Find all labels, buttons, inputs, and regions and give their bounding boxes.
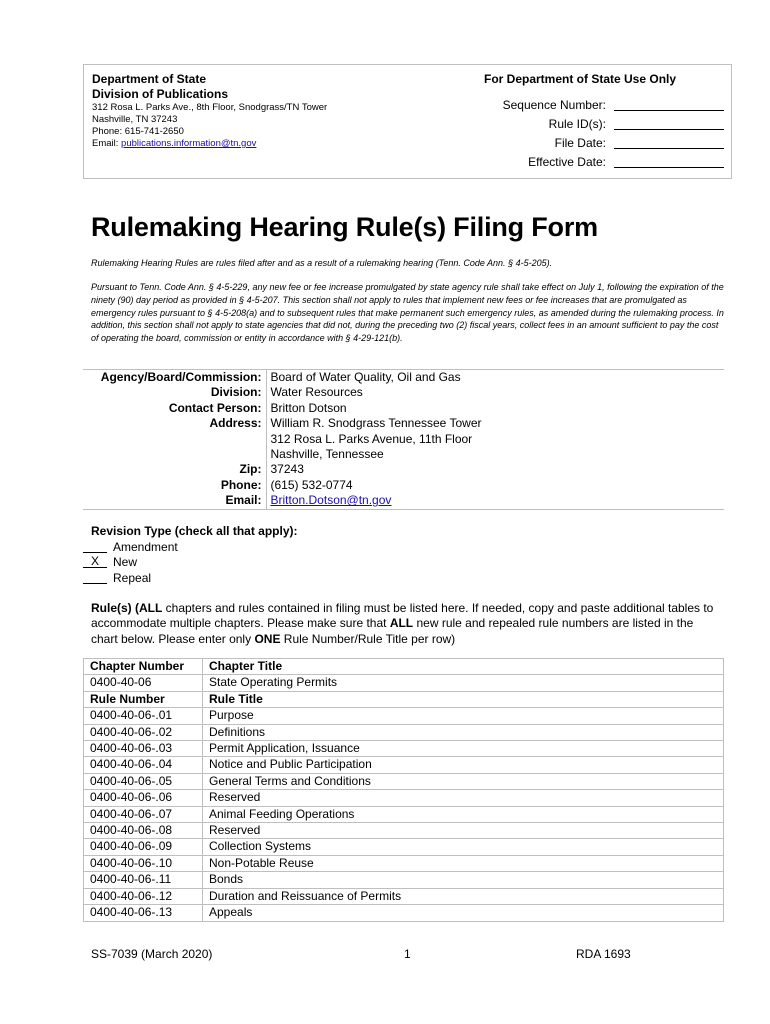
rule-number[interactable]: 0400-40-06-.09	[84, 839, 203, 855]
rule-title-header: Rule Title	[203, 691, 724, 707]
table-row	[84, 724, 724, 740]
division-name: Division of Publications	[92, 87, 229, 101]
revision-type-options	[83, 540, 178, 586]
rule-number[interactable]: 0400-40-06-.04	[84, 757, 203, 773]
rule-title[interactable]: General Terms and Conditions	[203, 773, 724, 789]
department-address-block	[92, 72, 392, 150]
state-use-only-title: For Department of State Use Only	[484, 72, 677, 86]
rule-number-header: Rule Number	[84, 691, 203, 707]
rule-number[interactable]: 0400-40-06-.06	[84, 790, 203, 806]
contact-row	[83, 401, 724, 416]
rule-title[interactable]: Definitions	[203, 724, 724, 740]
revision-type-heading	[91, 524, 298, 539]
address-value-line-3: Nashville, Tennessee	[270, 447, 384, 462]
page-title: Rulemaking Hearing Rule(s) Filing Form	[91, 212, 598, 242]
address-value-line-2: 312 Rosa L. Parks Avenue, 11th Floor	[270, 431, 473, 446]
contact-value[interactable]: Britton Dotson	[270, 400, 347, 415]
zip-row	[83, 462, 724, 477]
rule-title[interactable]: Duration and Reissuance of Permits	[203, 888, 724, 904]
contact-email-link[interactable]: Britton.Dotson@tn.gov	[270, 493, 392, 508]
rules-instructions	[91, 601, 721, 647]
address-line-2: Nashville, TN 37243	[92, 114, 178, 125]
intro-paragraph-2: Pursuant to Tenn. Code Ann. § 4-5-229, any new fee or fee increase promulgated by state agency rule shall take effect on July 1, following the expiration of the ninety (90) day period as provided in § 4-5-207. This section shall not apply to rules that implement new fees or fee increases that are promulgated as emergency rules pursuant to § 4-5-208(a) and to subsequent rules that make permanent such emergency rules, as amended during the rulemaking process. In addition, this section shall not apply to state agencies that did not, during the preceding two (2) fiscal years, collect fees in an amount sufficient to pay the cost of operating the board, commission or entity in accordance with § 4-29-121(b).	[91, 282, 724, 344]
table-row	[84, 823, 724, 839]
revision-option-repeal[interactable]	[83, 571, 178, 586]
effective-date-row	[484, 155, 724, 174]
file-date-label: File Date:	[554, 136, 606, 150]
publications-email-link[interactable]: publications.information@tn.gov	[121, 138, 257, 149]
rule-title[interactable]: Notice and Public Participation	[203, 757, 724, 773]
email-label: Email:	[92, 138, 122, 149]
footer-form-number: SS-7039 (March 2020)	[91, 947, 213, 961]
table-row	[84, 806, 724, 822]
rule-number[interactable]: 0400-40-06-.03	[84, 741, 203, 757]
rule-title[interactable]: Permit Application, Issuance	[203, 741, 724, 757]
footer-page-number: 1	[404, 947, 411, 961]
rule-header-row	[84, 691, 724, 707]
sequence-number-field[interactable]	[614, 110, 724, 111]
rule-title[interactable]: Collection Systems	[203, 839, 724, 855]
table-row	[84, 905, 724, 921]
agency-row	[83, 370, 724, 386]
amendment-label: Amendment	[113, 540, 178, 554]
rule-title[interactable]: Purpose	[203, 708, 724, 724]
chapter-row	[84, 675, 724, 691]
rules-note-bold-one: ONE	[254, 631, 281, 646]
phone-value[interactable]: (615) 532-0774	[270, 477, 353, 492]
revision-option-new[interactable]	[83, 555, 178, 570]
rule-ids-row	[484, 117, 724, 136]
address-row	[83, 416, 724, 462]
phone-row	[83, 478, 724, 493]
rules-note-part-2: chapters and rules contained in filing must be listed here. If needed, copy and paste additional tables to accommodate multiple chapters. Please make sure that	[91, 601, 714, 631]
rule-number[interactable]: 0400-40-06-.11	[84, 872, 203, 888]
rule-ids-label: Rule ID(s):	[548, 117, 606, 131]
address-label: Address:	[83, 416, 266, 462]
agency-value[interactable]: Board of Water Quality, Oil and Gas	[266, 370, 724, 386]
chapter-header-row	[84, 659, 724, 675]
sequence-number-row	[484, 98, 724, 117]
repeal-label: Repeal	[113, 570, 152, 585]
rule-number[interactable]: 0400-40-06-.13	[84, 905, 203, 921]
rule-title[interactable]: Animal Feeding Operations	[203, 806, 724, 822]
table-row	[84, 888, 724, 904]
state-use-only-block	[484, 72, 724, 174]
effective-date-field[interactable]	[614, 167, 724, 168]
amendment-checkbox[interactable]	[83, 540, 107, 553]
zip-label: Zip:	[83, 462, 266, 477]
email-line	[92, 138, 392, 150]
table-row	[84, 872, 724, 888]
chapter-title[interactable]: State Operating Permits	[203, 675, 724, 691]
rules-note-bold-all-2: ALL	[389, 616, 414, 631]
rule-number[interactable]: 0400-40-06-.07	[84, 806, 203, 822]
sequence-number-label: Sequence Number:	[502, 98, 606, 112]
revision-option-amendment[interactable]	[83, 540, 178, 555]
effective-date-label: Effective Date:	[528, 155, 606, 169]
rule-title[interactable]: Appeals	[203, 905, 724, 921]
header-box	[83, 64, 732, 179]
intro-paragraph-1: Rulemaking Hearing Rules are rules filed after and as a result of a rulemaking hearing (Tenn. Code Ann. § 4-5-205).	[91, 258, 553, 268]
revision-type-heading-text: Revision Type (check all that apply):	[91, 524, 298, 538]
table-row	[84, 855, 724, 871]
new-checkbox[interactable]: X	[83, 555, 107, 568]
new-label: New	[113, 555, 138, 570]
table-row	[84, 741, 724, 757]
file-date-field[interactable]	[614, 148, 724, 149]
zip-value[interactable]: 37243	[270, 462, 304, 477]
division-value[interactable]: Water Resources	[270, 385, 363, 400]
rule-title[interactable]: Reserved	[203, 790, 724, 806]
rule-number[interactable]: 0400-40-06-.10	[84, 855, 203, 871]
table-row	[84, 839, 724, 855]
rule-number[interactable]: 0400-40-06-.02	[84, 724, 203, 740]
phone-label: Phone:	[83, 478, 266, 493]
rule-ids-field[interactable]	[614, 129, 724, 130]
email-row	[83, 493, 724, 509]
rule-number[interactable]: 0400-40-06-.08	[84, 823, 203, 839]
email-value[interactable]	[266, 493, 724, 509]
rule-number[interactable]: 0400-40-06-.12	[84, 888, 203, 904]
agency-label: Agency/Board/Commission:	[83, 370, 266, 386]
chapter-title-header: Chapter Title	[203, 659, 724, 675]
rules-note-part-3: new rule and repealed rule numbers are listed in the chart below. Please enter only	[91, 616, 694, 646]
division-label: Division:	[83, 385, 266, 400]
email-label-cell: Email:	[83, 493, 266, 509]
rule-title[interactable]: Reserved	[203, 823, 724, 839]
department-name: Department of State	[92, 72, 207, 86]
repeal-checkbox[interactable]	[83, 571, 107, 584]
table-row	[84, 708, 724, 724]
file-date-row	[484, 136, 724, 155]
address-value[interactable]	[266, 416, 724, 462]
address-value-line-1: William R. Snodgrass Tennessee Tower	[270, 416, 482, 431]
table-row	[84, 773, 724, 789]
address-line-1: 312 Rosa L. Parks Ave., 8th Floor, Snodgrass/TN Tower	[92, 102, 328, 113]
rule-title[interactable]: Bonds	[203, 872, 724, 888]
contact-label: Contact Person:	[83, 401, 266, 416]
phone-line: Phone: 615-741-2650	[92, 126, 184, 137]
table-row	[84, 757, 724, 773]
chapter-number[interactable]: 0400-40-06	[84, 675, 203, 691]
rules-note-part-4: Rule Number/Rule Title per row)	[280, 631, 456, 646]
rule-number[interactable]: 0400-40-06-.01	[84, 708, 203, 724]
table-row	[84, 790, 724, 806]
rules-note-part-1: Rule(s) (	[91, 601, 139, 615]
rules-table	[83, 658, 724, 922]
footer-rda: RDA 1693	[576, 947, 631, 961]
agency-info-table	[83, 369, 724, 510]
rule-number[interactable]: 0400-40-06-.05	[84, 773, 203, 789]
division-row	[83, 385, 724, 400]
rule-title[interactable]: Non-Potable Reuse	[203, 855, 724, 871]
chapter-number-header: Chapter Number	[84, 659, 203, 675]
rules-note-bold-all-1: ALL	[139, 601, 163, 615]
